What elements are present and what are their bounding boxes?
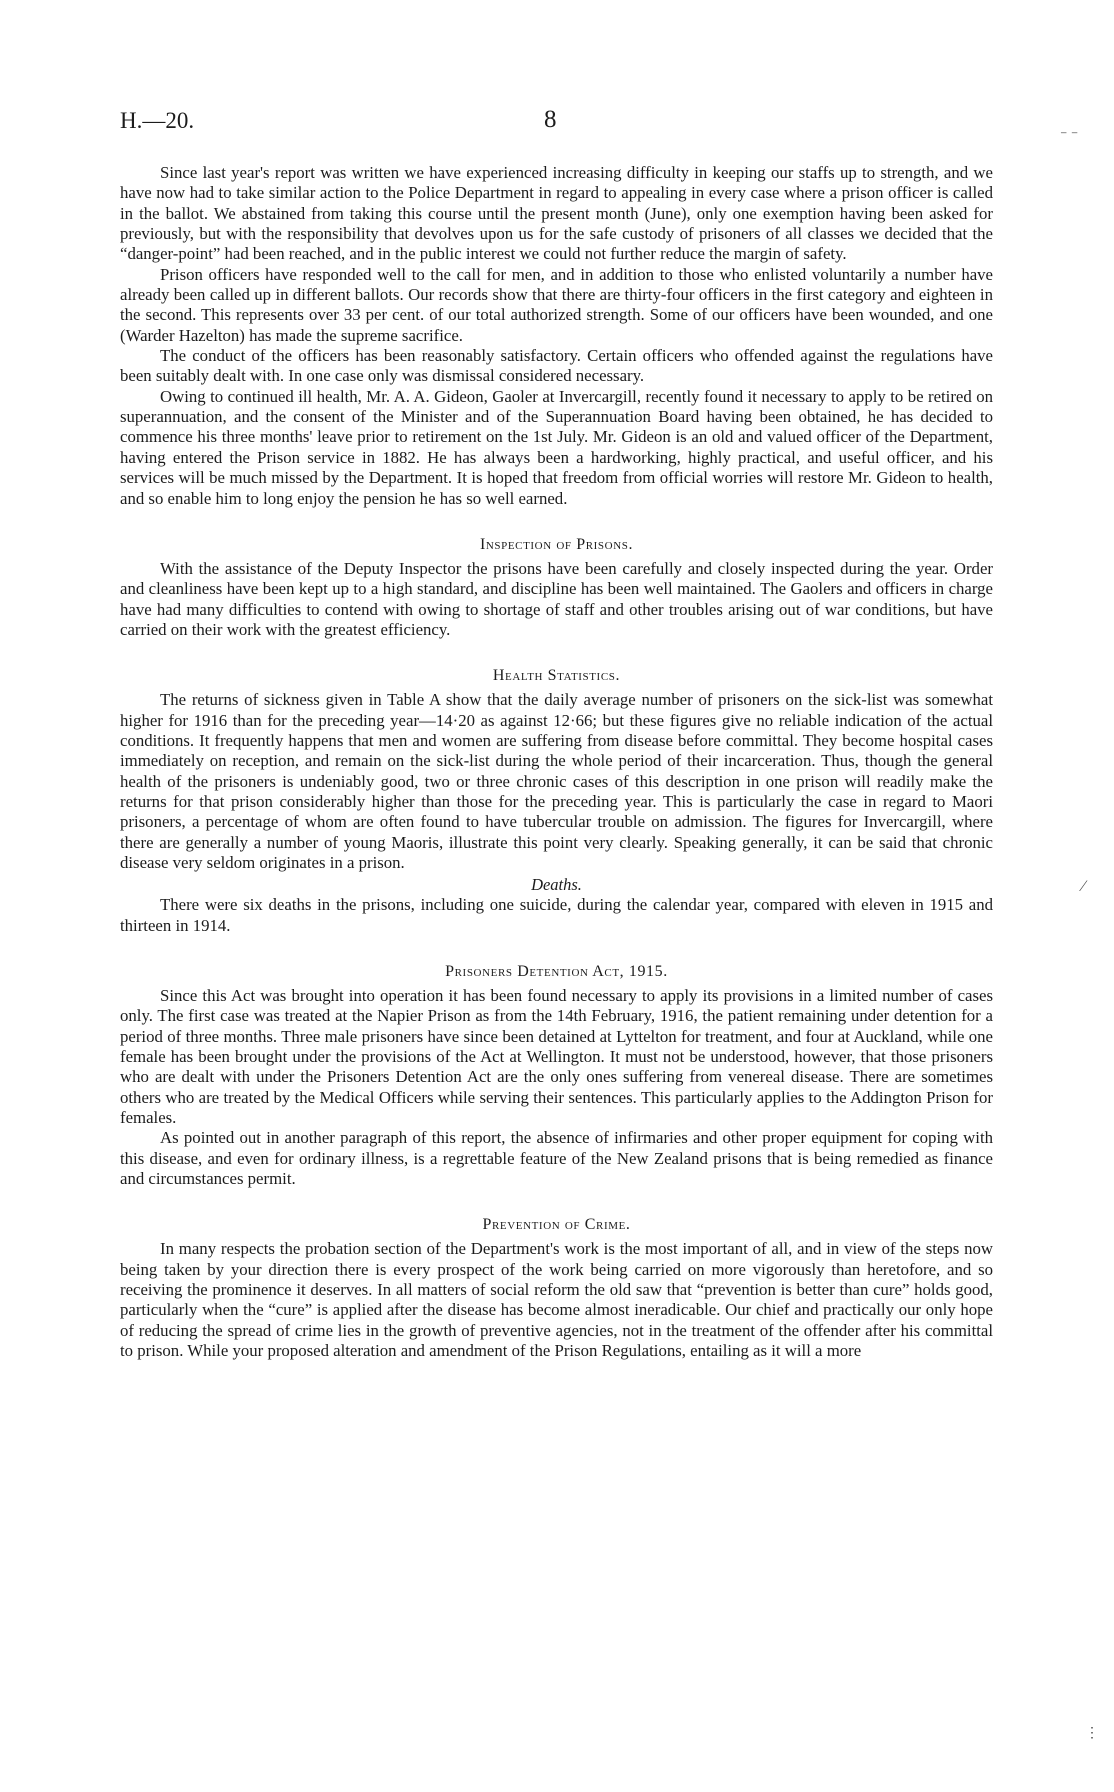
paragraph: The returns of sickness given in Table A show that the daily average number of prisoners on the sick-list was somewhat higher for 1916 than for the preceding year—14·20 as against 12·66; but these figures give no reliable indication of the actual conditions. It frequently happens that men and women are suffering from disease before committal. They become hospital cases immediately on reception, and remain on the sick-list during the whole period of their incarceration. Thus, though the general health of the prisoners is undeniably good, two or three chronic cases of this description in one prison will readily make the returns for that prison considerably higher than those for the preceding year. This is particularly the case in regard to Maori prisoners, a percentage of whom are often found to have tubercular trouble on admission. The figures for Invercargill, where there are generally a number of young Maoris, illustrate this point very clearly. Speaking generally, it can be said that chronic disease very seldom originates in a prison. (120, 690, 993, 872)
section-heading: Health Statistics. (492, 667, 621, 685)
margin-mark: ⁻ ⁻ (1060, 129, 1079, 144)
paragraph: Owing to continued ill health, Mr. A. A. Gideon, Gaoler at Invercargill, recently found it necessary to apply to be retired on superannuation, and the consent of the Minister and of the Superannuation Board having been obtained, he has decided to commence his three months' leave prior to retirement on the 1st July. Mr. Gideon is an old and valued officer of the Department, having entered the Prison service in 1882. He has always been a hardworking, highly practical, and useful officer, and his services will be much missed by the Department. It is hoped that freedom from official worries will restore Mr. Gideon to health, and so enable him to long enjoy the pension he has so well earned. (120, 386, 993, 508)
section-heading: Inspection of Prisons. (479, 535, 634, 553)
paragraph: In many respects the probation section of the Department's work is the most important of all, and in view of the steps now being taken by your direction there is every prospect of the work being carried on more vigorously than heretofore, and so receiving the prominence it deserves. In all matters of social reform the old saw that “prevention is better than cure” holds good, particularly when the “cure” is applied after the disease has become almost ineradicable. Our chief and practically our only hope of reducing the spread of crime lies in the growth of preventive agencies, not in the treatment of the offender after his committal to prison. While your proposed alteration and amendment of the Prison Regulations, entailing as it will a more (120, 1239, 993, 1361)
paragraph: As pointed out in another paragraph of this report, the absence of infirmaries and other proper equipment for coping with this disease, and even for ordinary illness, is a regrettable feature of the New Zealand prisons that is being remedied as finance and circumstances permit. (120, 1128, 993, 1189)
paragraph: There were six deaths in the prisons, including one suicide, during the calendar year, compared with eleven in 1915 and thirteen in 1914. (120, 895, 993, 935)
document-reference: H.—20. (120, 108, 195, 133)
subsection-heading: Deaths. (531, 875, 582, 895)
body-text (120, 163, 993, 1362)
paragraph: Since this Act was brought into operation it has been found necessary to apply its provisions in a limited number of cases only. The first case was treated at the Napier Prison as from the 14th February, 1916, the patient remaining under detention for a period of three months. Three male prisoners have since been detained at Lyttelton for treatment, and four at Auckland, while one female has been brought under the provisions of the Act at Wellington. It must not be understood, however, that those prisoners who are dealt with under the Prisoners Detention Act are the only ones suffering from venereal disease. There are sometimes others who are treated by the Medical Officers while serving their sentences. This particularly applies to the Addington Prison for females. (120, 986, 993, 1128)
paragraph: Since last year's report was written we have experienced increasing difficulty in keeping our staffs up to strength, and we have now had to take similar action to the Police Department in regard to appealing in every case where a prison officer is called in the ballot. We abstained from taking this course until the present month (June), only one exemption having been asked for previously, but with the responsibility that devolves upon us for the safe custody of prisoners of all classes we decided that the “danger-point” had been reached, and in the public interest we could not further reduce the margin of safety. (120, 163, 993, 264)
paragraph: With the assistance of the Deputy Inspector the prisons have been carefully and closely inspected during the year. Order and cleanliness have been kept up to a high standard, and discipline has been well maintained. The Gaolers and officers in charge have had many difficulties to contend with owing to shortage of staff and other troubles arising out of war conditions, but have carried on their work with the greatest efficiency. (120, 558, 993, 639)
margin-mark: ⋮ (1085, 1726, 1099, 1741)
page-number: 8 (544, 106, 557, 133)
section-heading: Prisoners Detention Act, 1915. (445, 963, 668, 980)
margin-mark: ⁄ (1082, 878, 1085, 895)
section-heading: Prevention of Crime. (482, 1216, 631, 1234)
paragraph: Prison officers have responded well to the call for men, and in addition to those who enlisted voluntarily a number have already been called up in different ballots. Our records show that there are thirty-four officers in the first category and eighteen in the second. This represents over 33 per cent. of our total authorized strength. Some of our officers have been wounded, and one (Warder Hazelton) has made the supreme sacrifice. (120, 264, 993, 345)
paragraph: The conduct of the officers has been reasonably satisfactory. Certain officers who offended against the regulations have been suitably dealt with. In one case only was dismissal considered necessary. (120, 346, 993, 386)
